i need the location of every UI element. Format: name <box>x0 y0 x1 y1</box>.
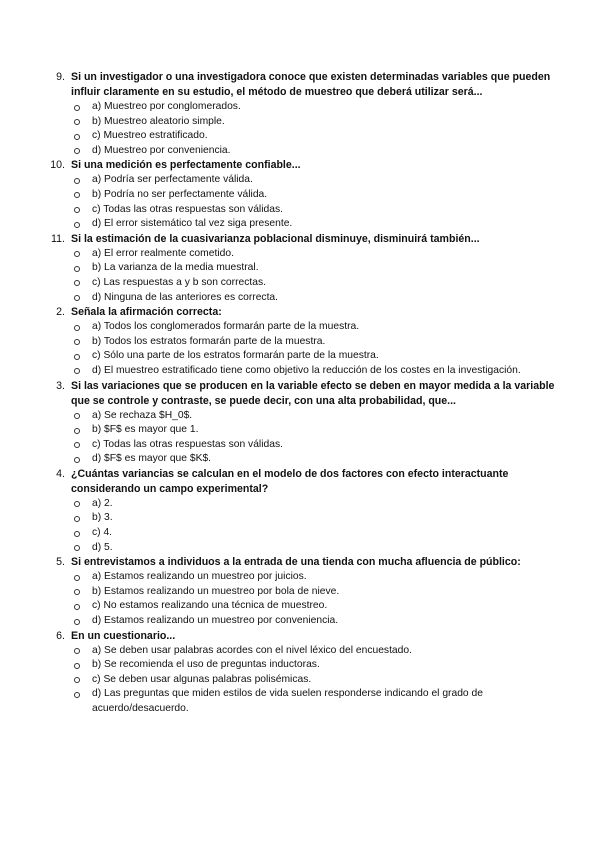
option-text: b) Podría no ser perfectamente válida. <box>92 188 268 200</box>
bullet-circle-icon <box>74 501 80 507</box>
option-text: a) 2. <box>92 497 113 509</box>
option-item <box>0 261 600 276</box>
option-text: c) Sólo una parte de los estratos formarán parte de la muestra. <box>92 350 379 362</box>
option-text: d) Las preguntas que miden estilos de vida suelen responderse indicando el grado de acuerdo/desacuerdo. <box>92 688 483 714</box>
question-10 <box>0 158 600 231</box>
bullet-circle-icon <box>74 575 80 581</box>
option-text: b) 3. <box>92 512 113 524</box>
question-text: Señala la afirmación correcta: <box>71 306 222 319</box>
question-text: En un cuestionario... <box>71 629 176 642</box>
option-text: b) Todos los estratos formarán parte de la muestra. <box>92 335 326 347</box>
option-item <box>0 276 600 291</box>
bullet-circle-icon <box>74 531 80 537</box>
option-text: b) Estamos realizando un muestreo por bola de nieve. <box>92 585 340 597</box>
option-text: a) Se deben usar palabras acordes con el nivel léxico del encuestado. <box>92 644 412 656</box>
option-item <box>0 585 600 600</box>
option-text: c) Muestreo estratificado. <box>92 130 208 142</box>
question-header <box>0 305 600 320</box>
option-text: b) Se recomienda el uso de preguntas inductoras. <box>92 659 320 671</box>
question-number: 9. <box>56 71 65 83</box>
question-header <box>0 379 600 409</box>
option-item <box>0 658 600 673</box>
option-item <box>0 364 600 379</box>
bullet-circle-icon <box>74 663 80 669</box>
question-6 <box>0 629 600 717</box>
bullet-circle-icon <box>74 178 80 184</box>
option-item <box>0 644 600 659</box>
option-item <box>0 100 600 115</box>
option-text: b) La varianza de la media muestral. <box>92 262 259 274</box>
option-text: a) Estamos realizando un muestreo por juicios. <box>92 571 307 583</box>
option-text: a) Muestreo por conglomerados. <box>92 101 241 112</box>
option-item <box>0 423 600 438</box>
question-text: Si la estimación de la cuasivarianza poblacional disminuye, disminuirá también... <box>71 232 480 245</box>
bullet-circle-icon <box>74 589 80 595</box>
option-item <box>0 452 600 467</box>
bullet-circle-icon <box>74 457 80 463</box>
option-text: a) Todos los conglomerados formarán parte de la muestra. <box>92 321 360 333</box>
option-text: d) Ninguna de las anteriores es correcta. <box>92 291 279 303</box>
option-item <box>0 614 600 629</box>
bullet-circle-icon <box>74 648 80 654</box>
question-text: Si las variaciones que se producen en la variable efecto se deben en mayor medida a la variable que se controle y contraste, se puede decir, con una alta probabilidad, que... <box>71 379 555 407</box>
option-list <box>0 100 600 158</box>
bullet-circle-icon <box>74 280 80 286</box>
question-3 <box>0 379 600 467</box>
question-header <box>0 70 600 100</box>
option-list <box>0 497 600 555</box>
question-text: Si una medición es perfectamente confiable... <box>71 159 301 172</box>
option-item <box>0 526 600 541</box>
option-item <box>0 687 600 716</box>
question-4 <box>0 467 600 555</box>
option-text: d) Estamos realizando un muestreo por conveniencia. <box>92 615 339 627</box>
option-text: a) Se rechaza $H_0$. <box>92 409 193 421</box>
question-9 <box>0 70 600 158</box>
question-number: 6. <box>56 629 65 642</box>
bullet-circle-icon <box>74 325 80 331</box>
question-number: 4. <box>56 467 65 480</box>
option-item <box>0 203 600 218</box>
bullet-circle-icon <box>74 148 80 154</box>
option-text: a) El error realmente cometido. <box>92 247 234 259</box>
question-text: Si un investigador o una investigadora conoce que existen determinadas variables que pueden influir claramente en su estudio, el método de muestreo que deberá utilizar será... <box>71 71 551 98</box>
bullet-circle-icon <box>74 119 80 125</box>
option-item <box>0 570 600 585</box>
question-number: 10. <box>50 159 65 172</box>
question-number: 3. <box>56 379 65 392</box>
bullet-circle-icon <box>74 251 80 257</box>
option-list <box>0 409 600 467</box>
bullet-circle-icon <box>74 619 80 625</box>
option-list <box>0 247 600 305</box>
option-item <box>0 188 600 203</box>
option-text: d) $F$ es mayor que $K$. <box>92 453 212 465</box>
option-text: c) Todas las otras respuestas son válidas. <box>92 203 283 215</box>
option-text: b) $F$ es mayor que 1. <box>92 424 199 436</box>
bullet-circle-icon <box>74 413 80 419</box>
bullet-circle-icon <box>74 428 80 434</box>
option-item <box>0 217 600 232</box>
option-item <box>0 497 600 512</box>
question-header <box>0 629 600 644</box>
bullet-circle-icon <box>74 368 80 374</box>
question-number: 11. <box>51 232 65 245</box>
option-item <box>0 247 600 262</box>
bullet-circle-icon <box>74 192 80 198</box>
question-header <box>0 467 600 497</box>
bullet-circle-icon <box>74 134 80 140</box>
bullet-circle-icon <box>74 207 80 213</box>
option-item <box>0 409 600 424</box>
question-text: Si entrevistamos a individuos a la entrada de una tienda con mucha afluencia de público: <box>71 556 521 569</box>
option-text: c) 4. <box>92 527 113 539</box>
option-item <box>0 129 600 144</box>
bullet-circle-icon <box>74 692 80 698</box>
option-item <box>0 335 600 350</box>
bullet-circle-icon <box>74 604 80 610</box>
option-text: d) Muestreo por conveniencia. <box>92 144 231 156</box>
option-item <box>0 291 600 306</box>
option-item <box>0 144 600 159</box>
question-number: 2. <box>56 306 65 319</box>
bullet-circle-icon <box>74 266 80 272</box>
option-text: d) El error sistemático tal vez siga presente. <box>92 218 293 230</box>
option-item <box>0 511 600 526</box>
question-2 <box>0 305 600 378</box>
question-list <box>0 70 600 717</box>
bullet-circle-icon <box>74 677 80 683</box>
bullet-circle-icon <box>74 545 80 551</box>
bullet-circle-icon <box>74 295 80 301</box>
question-header <box>0 555 600 570</box>
option-text: d) 5. <box>92 541 113 553</box>
option-item <box>0 438 600 453</box>
option-item <box>0 115 600 130</box>
option-list <box>0 320 600 378</box>
option-text: c) Se deben usar algunas palabras polisémicas. <box>92 673 312 685</box>
option-text: b) Muestreo aleatorio simple. <box>92 115 225 127</box>
option-text: c) Todas las otras respuestas son válidas. <box>92 438 283 450</box>
bullet-circle-icon <box>74 442 80 448</box>
bullet-circle-icon <box>74 339 80 345</box>
question-header <box>0 158 600 173</box>
question-number: 5. <box>56 556 65 569</box>
option-item <box>0 349 600 364</box>
option-list <box>0 570 600 628</box>
question-header <box>0 232 600 247</box>
bullet-circle-icon <box>74 222 80 228</box>
question-11 <box>0 232 600 305</box>
option-item <box>0 599 600 614</box>
option-text: a) Podría ser perfectamente válida. <box>92 174 253 186</box>
option-item <box>0 173 600 188</box>
option-item <box>0 673 600 688</box>
option-text: d) El muestreo estratificado tiene como objetivo la reducción de los costes en la investigación. <box>92 364 521 376</box>
bullet-circle-icon <box>74 516 80 522</box>
question-5 <box>0 555 600 628</box>
option-item <box>0 320 600 335</box>
option-item <box>0 541 600 556</box>
bullet-circle-icon <box>74 105 80 111</box>
option-list <box>0 644 600 717</box>
option-text: c) No estamos realizando una técnica de muestreo. <box>92 600 328 612</box>
question-text: ¿Cuántas variancias se calculan en el modelo de dos factores con efecto interactuante considerando un campo experimental? <box>71 467 509 495</box>
bullet-circle-icon <box>74 354 80 360</box>
option-list <box>0 173 600 231</box>
option-text: c) Las respuestas a y b son correctas. <box>92 276 266 288</box>
